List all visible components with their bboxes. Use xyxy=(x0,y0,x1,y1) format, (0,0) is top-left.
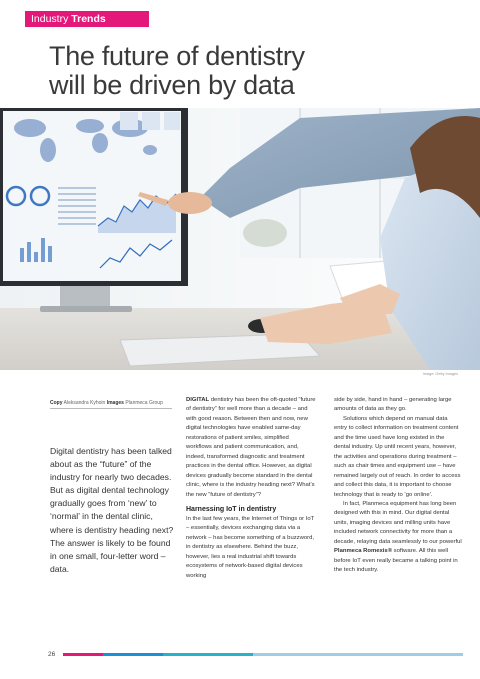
paragraph-text: In fact, Planmeca equipment has long been designed with this in mind. Our digital dental units, imaging devices and milling units have included network connectivity for more than a decade, relaying data seamlessly to our powerful xyxy=(334,500,462,545)
footer-bar-light-blue xyxy=(253,653,463,656)
byline-copy-name: Aleksandra Kyhoin xyxy=(63,400,106,406)
lead-word: DIGITAL xyxy=(186,397,210,403)
section-tag-light: Industry xyxy=(31,13,69,25)
byline-copy-label: Copy xyxy=(50,400,63,406)
paragraph-text: dentistry has been the oft-quoted “future of dentistry” for well more than a decade – and with good reason. Between then and now, new digital technologies have enabled same-day restorations of patient smiles, simplified workflows and patient communication, and, indeed, transformed diagnostic and treatment practices in the dental office. However, as digital devices gradually become standard in the dental clinic, where is the industry heading next? What’s the new “future of dentistry”? xyxy=(186,397,316,498)
section-tag-bold: Trends xyxy=(71,13,106,25)
body-paragraph: In the last few years, the Internet of Things or IoT – essentially, devices exchanging data via a network – has become something of a buzzword, in dentistry as elsewhere. Behind the buzz, however, lies a real industrial shift towards ecosystems of network-based digital devices working xyxy=(186,515,315,579)
headline-line-1: The future of dentistry xyxy=(49,41,305,71)
photo-credit: Image: Getty Images xyxy=(422,372,458,376)
footer-bar-pink xyxy=(63,653,103,656)
headline-line-2: will be driven by data xyxy=(49,70,295,100)
byline-images-label: Images xyxy=(106,400,124,406)
body-column-3 xyxy=(334,396,462,576)
body-paragraph xyxy=(186,396,316,500)
footer-bar-cyan xyxy=(163,653,253,656)
byline-divider xyxy=(50,408,172,409)
product-name: Planmeca Romexis® xyxy=(334,548,393,555)
footer-bar-blue xyxy=(103,653,163,656)
footer-color-bar xyxy=(63,653,463,656)
body-paragraph: side by side, hand in hand – generating large amounts of data as they go. xyxy=(334,397,452,413)
subheading: Harnessing IoT in dentistry xyxy=(186,505,277,513)
byline xyxy=(50,400,163,406)
byline-images-name: Planmeca Group xyxy=(125,400,163,406)
body-column-2 xyxy=(186,396,316,581)
section-tag xyxy=(25,11,149,27)
body-paragraph xyxy=(334,500,462,576)
body-paragraph: Solutions which depend on manual data entry to collect information on treatment content and the time used have long existed in the dental industry. Up until recent years, however, the activities and operations during treatment – such as chair times and equipment use – have remained largely out of reach. In order to access and collect this data, it is important to choose technology that is ready to ‘go online’. xyxy=(334,415,461,498)
paragraph-text: software. All this well before IoT even really became a talking point in the tech industry. xyxy=(334,548,458,574)
hero-photo xyxy=(0,108,480,370)
page-number: 26 xyxy=(48,651,56,658)
hero-photo-illustration xyxy=(0,108,480,370)
standfirst: Digital dentistry has been talked about as the “future” of the industry for nearly two decades. But as digital dental technology gradually goes from ‘new’ to ‘normal’ in the dental clinic, where is dentistry heading next? The answer is likely to be found in one small, four-letter word – data. xyxy=(50,446,174,574)
